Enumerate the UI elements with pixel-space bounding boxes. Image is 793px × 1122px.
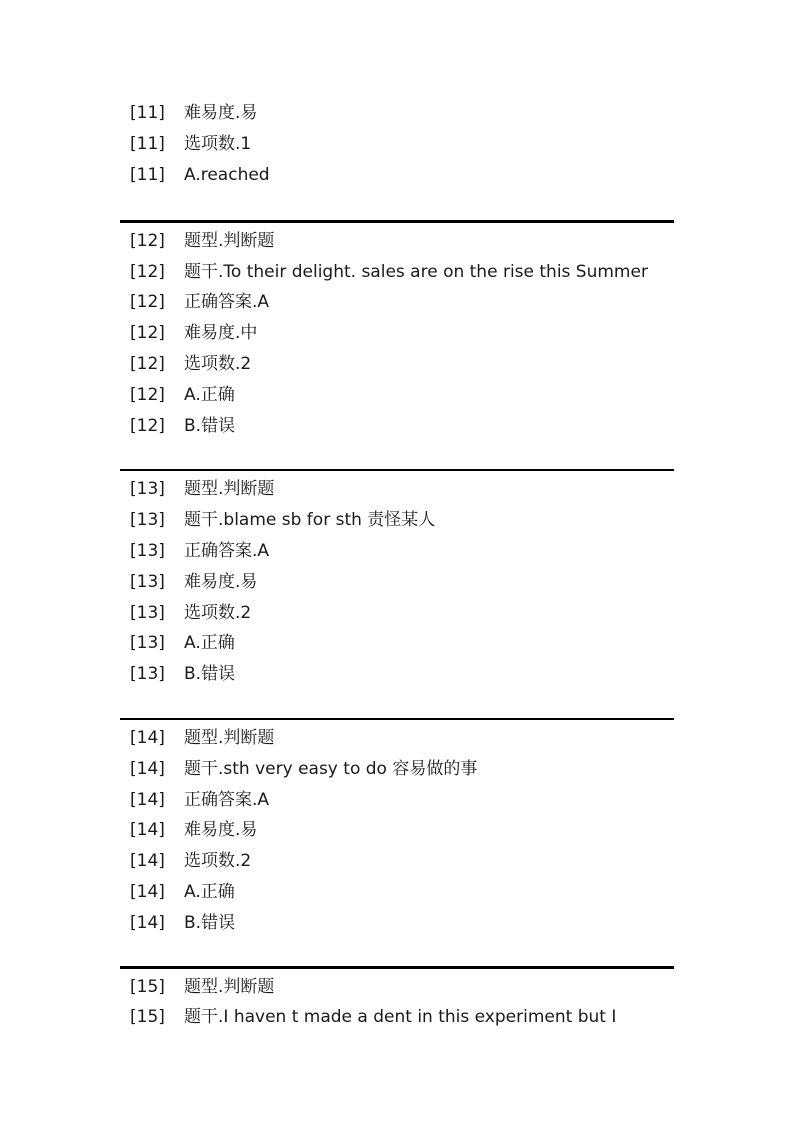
question-field-text: 题型.判断题 <box>184 230 275 251</box>
question-field-text: 选项数.2 <box>184 602 252 623</box>
question-line <box>120 723 674 754</box>
question-line <box>120 846 674 877</box>
question-field-text: 正确答案.A <box>184 541 270 562</box>
question-number: [14] <box>130 851 165 872</box>
question-block <box>120 220 674 441</box>
question-field-text: 难易度.中 <box>184 323 258 344</box>
question-number: [14] <box>130 912 165 933</box>
question-field-text: B.错误 <box>184 664 236 685</box>
question-field-text: 正确答案.A <box>184 789 270 810</box>
question-number: [15] <box>130 976 165 997</box>
question-block <box>120 469 674 690</box>
question-line <box>120 257 674 288</box>
question-field-text: 题干.sth very easy to do 容易做的事 <box>184 758 478 779</box>
question-number: [12] <box>130 323 165 344</box>
question-block <box>120 718 674 939</box>
question-line <box>120 972 674 1003</box>
question-field-text: B.错误 <box>184 415 236 436</box>
question-number: [13] <box>130 479 165 500</box>
question-line <box>120 98 674 129</box>
question-field-text: A.正确 <box>184 633 235 654</box>
question-line <box>120 659 674 690</box>
question-field-text: A.reached <box>184 164 270 185</box>
question-line <box>120 536 674 567</box>
question-field-text: 题型.判断题 <box>184 479 275 500</box>
question-field-text: 题干.To their delight. sales are on the rise this Summer <box>184 261 648 282</box>
question-field-text: 题干.blame sb for sth 责怪某人 <box>184 510 436 531</box>
question-line <box>120 815 674 846</box>
question-field-text: 题干.I haven t made a dent in this experiment but I <box>184 1007 617 1028</box>
question-field-text: 正确答案.A <box>184 292 270 313</box>
question-number: [13] <box>130 541 165 562</box>
question-line <box>120 567 674 598</box>
question-number: [15] <box>130 1007 165 1028</box>
question-field-text: A.正确 <box>184 384 235 405</box>
question-line <box>120 877 674 908</box>
divider <box>120 469 674 472</box>
question-field-text: 题型.判断题 <box>184 728 275 749</box>
question-number: [13] <box>130 602 165 623</box>
document-page <box>120 98 674 1061</box>
question-line <box>120 349 674 380</box>
question-line <box>120 908 674 939</box>
question-number: [13] <box>130 664 165 685</box>
question-number: [11] <box>130 164 165 185</box>
question-number: [14] <box>130 758 165 779</box>
question-field-text: 难易度.易 <box>184 571 258 592</box>
question-line <box>120 754 674 785</box>
divider <box>120 220 674 223</box>
question-number: [14] <box>130 789 165 810</box>
question-number: [12] <box>130 292 165 313</box>
question-line <box>120 226 674 257</box>
question-field-text: 难易度.易 <box>184 820 258 841</box>
question-number: [12] <box>130 354 165 375</box>
question-field-text: B.错误 <box>184 912 236 933</box>
question-line <box>120 598 674 629</box>
question-line <box>120 474 674 505</box>
question-line <box>120 160 674 191</box>
question-field-text: A.正确 <box>184 882 235 903</box>
question-line <box>120 129 674 160</box>
question-number: [14] <box>130 728 165 749</box>
question-line <box>120 628 674 659</box>
question-line <box>120 411 674 442</box>
question-line <box>120 785 674 816</box>
question-block <box>120 966 674 1033</box>
question-line <box>120 380 674 411</box>
question-number: [12] <box>130 384 165 405</box>
question-number: [12] <box>130 415 165 436</box>
divider <box>120 718 674 721</box>
question-number: [12] <box>130 261 165 282</box>
question-field-text: 选项数.2 <box>184 354 252 375</box>
question-number: [13] <box>130 510 165 531</box>
question-line <box>120 505 674 536</box>
question-field-text: 题型.判断题 <box>184 976 275 997</box>
question-number: [13] <box>130 633 165 654</box>
question-number: [14] <box>130 820 165 841</box>
question-number: [14] <box>130 882 165 903</box>
question-field-text: 难易度.易 <box>184 103 258 123</box>
question-number: [11] <box>130 103 165 123</box>
question-block <box>120 98 674 190</box>
divider <box>120 966 674 969</box>
question-field-text: 选项数.1 <box>184 133 252 154</box>
question-line <box>120 318 674 349</box>
question-line <box>120 287 674 318</box>
question-number: [13] <box>130 571 165 592</box>
question-line <box>120 1002 674 1033</box>
question-number: [11] <box>130 133 165 154</box>
question-field-text: 选项数.2 <box>184 851 252 872</box>
question-number: [12] <box>130 230 165 251</box>
